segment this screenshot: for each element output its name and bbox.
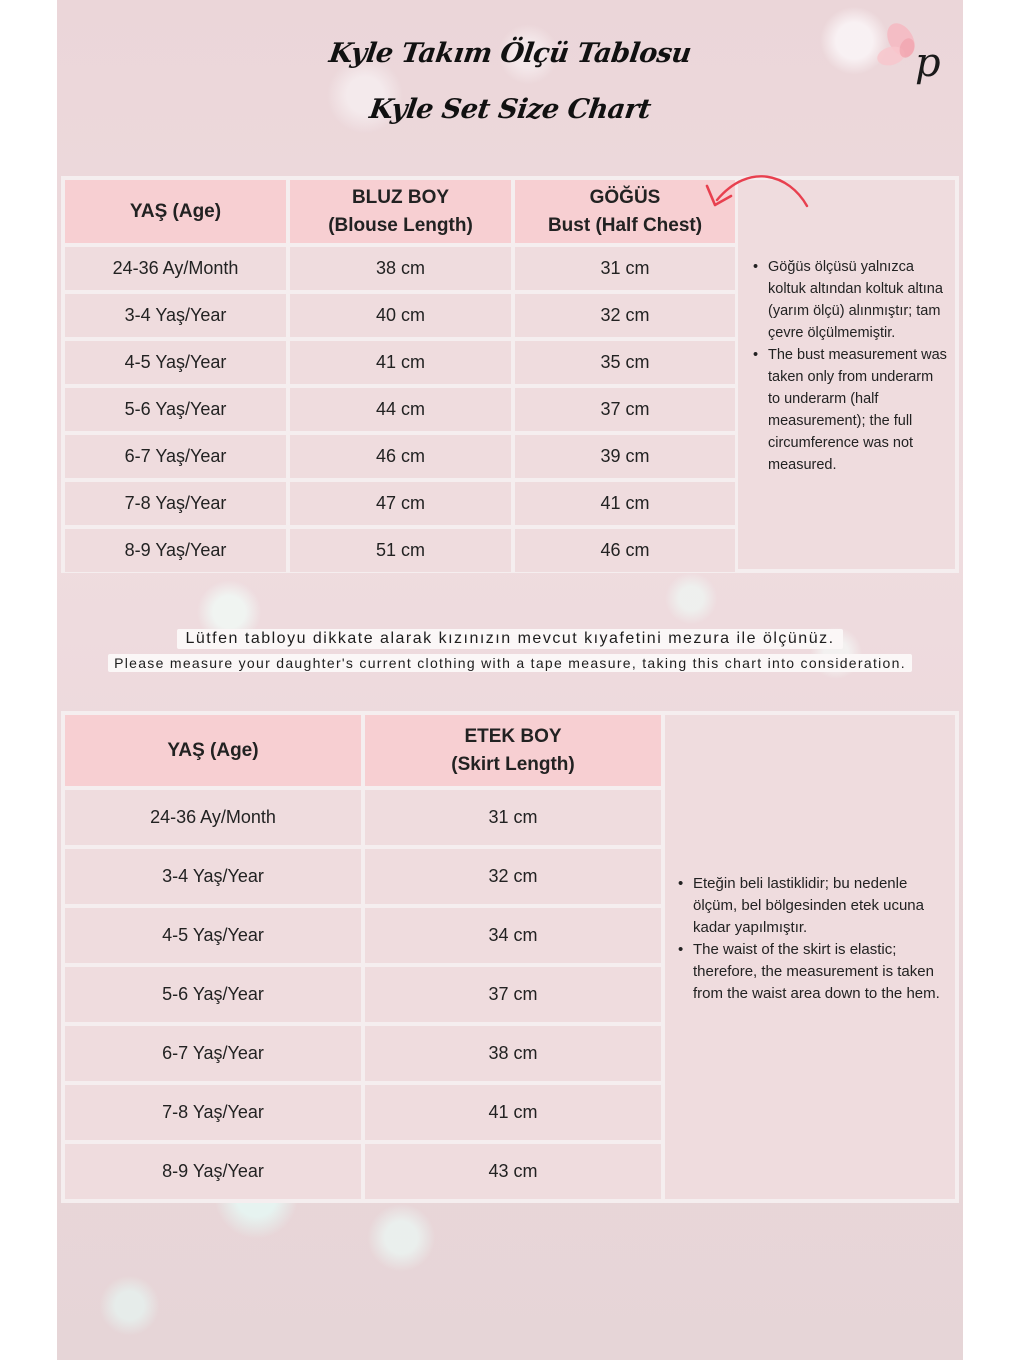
skirt-notes-panel [665, 715, 955, 1199]
length-cell: 31 cm [365, 790, 661, 845]
instruction-turkish-wrap [57, 629, 963, 649]
header-bust-line2: Bust (Half Chest) [547, 214, 703, 236]
blouse-size-table [61, 176, 959, 573]
table-row [65, 294, 735, 337]
table-row [65, 341, 735, 384]
header-age-text: YAŞ (Age) [129, 200, 222, 222]
butterfly-logo-icon [871, 18, 941, 90]
age-cell: 7-8 Yaş/Year [65, 1085, 361, 1140]
title-english: Kyle Set Size Chart [367, 94, 653, 125]
blouse-header-row [65, 180, 735, 243]
length-cell: 34 cm [365, 908, 661, 963]
bust-cell: 41 cm [515, 482, 735, 525]
length-cell: 47 cm [290, 482, 511, 525]
bust-cell: 39 cm [515, 435, 735, 478]
length-cell: 38 cm [365, 1026, 661, 1081]
title-block [57, 26, 963, 138]
header-age [65, 180, 286, 243]
blouse-grid [61, 176, 739, 576]
age-cell: 4-5 Yaş/Year [65, 908, 361, 963]
age-cell: 5-6 Yaş/Year [65, 967, 361, 1022]
length-cell: 37 cm [365, 967, 661, 1022]
length-cell: 40 cm [290, 294, 511, 337]
age-cell: 8-9 Yaş/Year [65, 1144, 361, 1199]
age-cell: 5-6 Yaş/Year [65, 388, 286, 431]
length-cell: 43 cm [365, 1144, 661, 1199]
instruction-english-wrap [57, 654, 963, 673]
age-cell: 7-8 Yaş/Year [65, 482, 286, 525]
header-age-text: YAŞ (Age) [167, 739, 259, 761]
skirt-grid [61, 711, 665, 1203]
skirt-size-table [61, 711, 959, 1203]
header-blouse-length-line1: BLUZ BOY [351, 186, 450, 208]
age-cell: 3-4 Yaş/Year [65, 294, 286, 337]
length-cell: 32 cm [365, 849, 661, 904]
instruction-turkish: Lütfen tabloyu dikkate alarak kızınızın mevcut kıyafetini mezura ile ölçünüz. [177, 629, 842, 649]
header-blouse-length-line2: (Blouse Length) [328, 214, 473, 236]
red-arrow-icon [697, 160, 817, 220]
length-cell: 38 cm [290, 247, 511, 290]
header-age [65, 715, 361, 786]
note-item: • Eteğin beli lastiklidir; bu nedenle ölçüm, bel bölgesinden etek ucuna kadar yapılmıştır. [677, 873, 949, 939]
table-row [65, 1144, 661, 1199]
age-cell: 3-4 Yaş/Year [65, 849, 361, 904]
note-item: • The waist of the skirt is elastic; therefore, the measurement is taken from the waist area down to the hem. [677, 939, 949, 1005]
size-chart-page [57, 0, 963, 1360]
table-row [65, 529, 735, 572]
blouse-notes-list [752, 256, 947, 476]
instruction-english: Please measure your daughter's current clothing with a tape measure, taking this chart into consideration. [108, 654, 912, 672]
header-blouse-length [290, 180, 511, 243]
length-cell: 41 cm [365, 1085, 661, 1140]
table-row [65, 1085, 661, 1140]
table-row [65, 435, 735, 478]
bust-cell: 31 cm [515, 247, 735, 290]
age-cell: 24-36 Ay/Month [65, 247, 286, 290]
header-skirt-length [365, 715, 661, 786]
header-skirt-length-line1: ETEK BOY [464, 725, 562, 747]
age-cell: 8-9 Yaş/Year [65, 529, 286, 572]
table-row [65, 247, 735, 290]
bust-cell: 37 cm [515, 388, 735, 431]
bust-cell: 46 cm [515, 529, 735, 572]
bust-cell: 35 cm [515, 341, 735, 384]
table-row [65, 1026, 661, 1081]
bust-cell: 32 cm [515, 294, 735, 337]
skirt-notes-list [677, 873, 949, 1005]
age-cell: 4-5 Yaş/Year [65, 341, 286, 384]
blouse-notes-panel [738, 180, 955, 569]
header-bust-line1: GÖĞÜS [589, 186, 661, 208]
title-turkish: Kyle Takım Ölçü Tablosu [327, 38, 693, 69]
length-cell: 51 cm [290, 529, 511, 572]
age-cell: 24-36 Ay/Month [65, 790, 361, 845]
note-item: • The bust measurement was taken only from underarm to underarm (half measurement); the full circumference was not measured. [752, 344, 947, 476]
length-cell: 44 cm [290, 388, 511, 431]
skirt-header-row [65, 715, 661, 786]
table-row [65, 388, 735, 431]
age-cell: 6-7 Yaş/Year [65, 1026, 361, 1081]
table-row [65, 790, 661, 845]
length-cell: 41 cm [290, 341, 511, 384]
table-row [65, 482, 735, 525]
note-item: • Göğüs ölçüsü yalnızca koltuk altından koltuk altına (yarım ölçü) alınmıştır; tam çevre ölçülmemiştir. [752, 256, 947, 344]
table-row [65, 908, 661, 963]
logo-letter: p [915, 40, 941, 86]
header-skirt-length-line2: (Skirt Length) [451, 753, 575, 775]
table-row [65, 967, 661, 1022]
length-cell: 46 cm [290, 435, 511, 478]
age-cell: 6-7 Yaş/Year [65, 435, 286, 478]
table-row [65, 849, 661, 904]
